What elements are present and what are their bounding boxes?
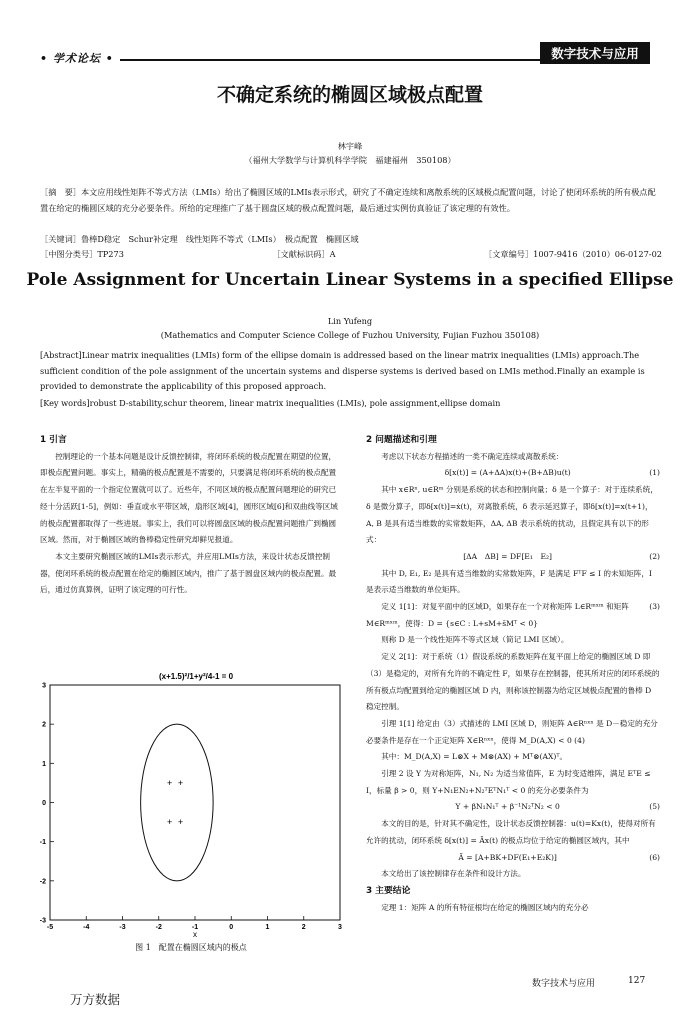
- document-code: ［文献标识码］A: [272, 249, 336, 259]
- axis-ticks: [40, 683, 342, 932]
- figure-1-plot: [36, 665, 346, 940]
- watermark: 万方数据: [70, 992, 121, 1007]
- pole-point: +: [166, 817, 173, 828]
- section-1-heading: 1 引言: [40, 435, 67, 445]
- x-tick-label: 2: [301, 924, 306, 931]
- author-en: Lin Yufeng: [327, 316, 373, 326]
- problem-paragraph-2: 其中 x∈Rⁿ, u∈Rᵐ 分别是系统的状态和控制向量；δ 是一个算子：对于连续系统，δ 是微分算子，即δ[x(t)]=ẋ(t)，对离散系统，δ 表示延迟算子，即δ[x(t)]=x(t+1)，A, B 是具有适当维数的实常数矩阵，ΔA, ΔB 表示系统的扰动，且假定具有以下的形式：: [366, 485, 658, 545]
- journal-banner: 数字技术与应用: [540, 42, 650, 64]
- problem-paragraph-11: 本文给出了该控制律存在条件和设计方法。: [381, 869, 526, 879]
- x-tick-label: 1: [265, 924, 270, 931]
- footer-journal: 数字技术与应用: [532, 979, 596, 989]
- problem-paragraph-5: 则称 D 是一个线性矩阵不等式区域（简记 LMI 区域）。: [381, 635, 569, 645]
- y-tick-label: 3: [42, 682, 46, 690]
- problem-paragraph-1: 考虑以下状态方程描述的一类不确定连续或离散系统：: [381, 451, 564, 461]
- section-3-heading: 3 主要结论: [366, 885, 411, 896]
- lemma-1-where: 其中：M_D(A,X) = L⊗X + M⊗(AX) + Mᵀ⊗(AX)ᵀ。: [381, 752, 568, 762]
- definition-1-row: 定义 1[1]：对复平面中的区域D，如果存在一个对称矩阵 L∈Rᵐˣᵐ 和矩阵 M∈Rᵐˣᵐ，使得：D = {s∈C : L+sM+s̄Mᵀ < 0} (3): [366, 602, 660, 628]
- affiliation-cn: （福州大学数学与计算机科学学院 福建福州 350108）: [244, 155, 456, 165]
- y-tick-label: -1: [39, 839, 46, 847]
- problem-paragraph-10: 本文的目的是，针对其不确定性，设计状态反馈控制器：u(t)=Kx(t)，使得对所有允许的扰动，闭环系统 δ[x(t)] = Ãx(t) 的极点均位于给定的椭圆区域内，其中: [366, 819, 656, 845]
- pole-markers: [167, 778, 183, 827]
- intro-paragraph-1: 控制理论的一个基本问题是设计反馈控制律，将闭环系统的极点配置在期望的位置，即极点配置问题。事实上，精确的极点配置是不需要的，只要满足将闭环系统的极点配置在左半复平面的一个指定位置就可以了。近些年，不同区域的极点配置问题理论的研究已经十分活跃[1-5]，例如：垂直或水平带区域，扇形区域[4]，圆形区域[6]和双曲线等区域的极点配置都取得了一些进展。事实上，我们可以将圆盘区域的极点配置问题推广到椭圆区域。然而，对于椭圆区域的鲁棒稳定性研究却鲜见报道。: [40, 451, 338, 545]
- equation-2: [ΔA ΔB] = DF[E₁ E₂] (2): [463, 551, 660, 561]
- section-tag: • 学术论坛 •: [40, 52, 114, 65]
- keywords-en: [Key words]robust D-stability,schur theorem, linear matrix inequalities (LMIs), pole assignment,ellipse domain: [40, 398, 501, 408]
- x-tick-label: 3: [338, 924, 342, 931]
- x-tick-label: -5: [46, 924, 54, 931]
- pole-point: +: [177, 817, 184, 828]
- y-tick-label: -2: [39, 878, 46, 886]
- abstract-cn: ［摘 要］本文应用线性矩阵不等式方法（LMIs）给出了椭圆区域的LMIs表示形式，研究了不确定连续和离散系统的区域极点配置问题，讨论了使闭环系统的所有极点配置在给定的椭圆区域的充分必要条件。所给的定理推广了基于圆盘区域的极点配置问题，最后通过实例仿真验证了该定理的有效性。: [40, 187, 656, 213]
- x-axis-label: x: [193, 930, 197, 939]
- abstract-en: [Abstract]Linear matrix inequalities (LMIs) form of the ellipse domain is addressed based on the linear matrix inequalities (LMIs) approach.The sufficient condition of the pole assignment of the uncertain systems and disperse systems is derived based on LMIs method.Finally an example is provided to demonstrate the applicability of this proposed approach.: [40, 350, 645, 391]
- x-tick-label: 0: [229, 924, 234, 931]
- left-column: [40, 432, 342, 599]
- author-cn: 林宇峰: [337, 141, 363, 151]
- lemma-1: 引理 1[1] 给定由（3）式描述的 LMI 区域 D，则矩阵 A∈Rⁿˣⁿ 是 D－稳定的充分必要条件是存在一个正定矩阵 X∈Rⁿˣⁿ，使得 M_D(A,X) < 0 (4): [366, 718, 658, 745]
- class-number: ［中图分类号］TP273: [40, 249, 124, 259]
- equation-5: Y + βN₁N₁ᵀ + β⁻¹N₂ᵀN₂ < 0 (5): [455, 802, 660, 812]
- theorem-1: 定理 1：矩阵 A 的所有特征根均在给定的椭圆区域内的充分必: [381, 902, 589, 912]
- keywords-cn: ［关键词］鲁棒D稳定 Schur补定理 线性矩阵不等式（LMIs） 极点配置 椭圆区域: [40, 234, 359, 244]
- affiliation-en: (Mathematics and Computer Science College of Fuzhou University, Fujian Fuzhou 350108): [160, 330, 540, 340]
- x-tick-label: -1: [191, 924, 199, 931]
- figure-caption: 图 1 配置在椭圆区域内的极点: [135, 943, 247, 952]
- y-tick-label: 2: [42, 721, 46, 729]
- y-tick-label: 1: [42, 760, 46, 768]
- chart-title: (x+1.5)²/1+y²/4-1 = 0: [158, 672, 234, 681]
- title-en: Pole Assignment for Uncertain Linear Systems in a specified Ellipse: [26, 270, 674, 290]
- lemma-2: 引理 2 设 Y 为对称矩阵，N₁, N₂ 为适当常值阵，E 为时变适维阵，满足 EᵀE ≤ I，标量 β > 0，则 Y+N₁EN₂+N₂ᵀEᵀN₁ᵀ < 0 的充分必要条件为: [366, 769, 651, 795]
- x-tick-label: -4: [83, 924, 90, 931]
- equation-1: δ[x(t)] = (A+ΔA)x(t)+(B+ΔB)u(t) (1): [444, 468, 660, 478]
- plot-frame: [50, 685, 340, 920]
- x-tick-label: -2: [155, 924, 162, 931]
- classification-row: [40, 247, 662, 263]
- section-2-heading: 2 问题描述和引理: [366, 435, 437, 445]
- header-rule: [120, 59, 540, 61]
- title-cn: 不确定系统的椭圆区域极点配置: [216, 84, 483, 106]
- ellipse-boundary: [141, 724, 214, 881]
- equation-6: Ã = [A+BK+DF(E₁+E₂K)] (6): [458, 852, 660, 862]
- intro-paragraph-2: 本文主要研究椭圆区域的LMIs表示形式，并应用LMIs方法，来设计状态反馈控制器，使闭环系统的极点配置在给定的椭圆区域内，推广了基于圆盘区域内的极点配置。最后，通过仿真算例，证明了该定理的可行性。: [40, 551, 337, 595]
- y-tick-label: 0: [42, 800, 46, 807]
- article-number: ［文章编号］1007-9416（2010）06-0127-02: [484, 249, 662, 259]
- definition-2: 定义 2[1]：对于系统（1）假设系统的系数矩阵在复平面上给定的椭圆区域 D 即（3）是稳定的，对所有允许的不确定性 F，如果存在控制器，使其所对应的闭环系统的所有极点均配置到给定的椭圆区域 D 内，则称该控制器为给定区域极点配置的鲁棒 D 稳定控制。: [366, 652, 660, 712]
- pole-point: +: [177, 777, 184, 788]
- page-number: 127: [628, 976, 646, 986]
- y-tick-label: -3: [39, 917, 46, 925]
- problem-paragraph-3: 其中 D, E₁, E₂ 是具有适当维数的实常数矩阵，F 是满足 FᵀF ≤ I 的未知矩阵，I 是表示适当维数的单位矩阵。: [366, 568, 652, 595]
- pole-point: +: [166, 777, 173, 788]
- x-tick-label: -3: [119, 924, 126, 931]
- right-column: [366, 432, 660, 916]
